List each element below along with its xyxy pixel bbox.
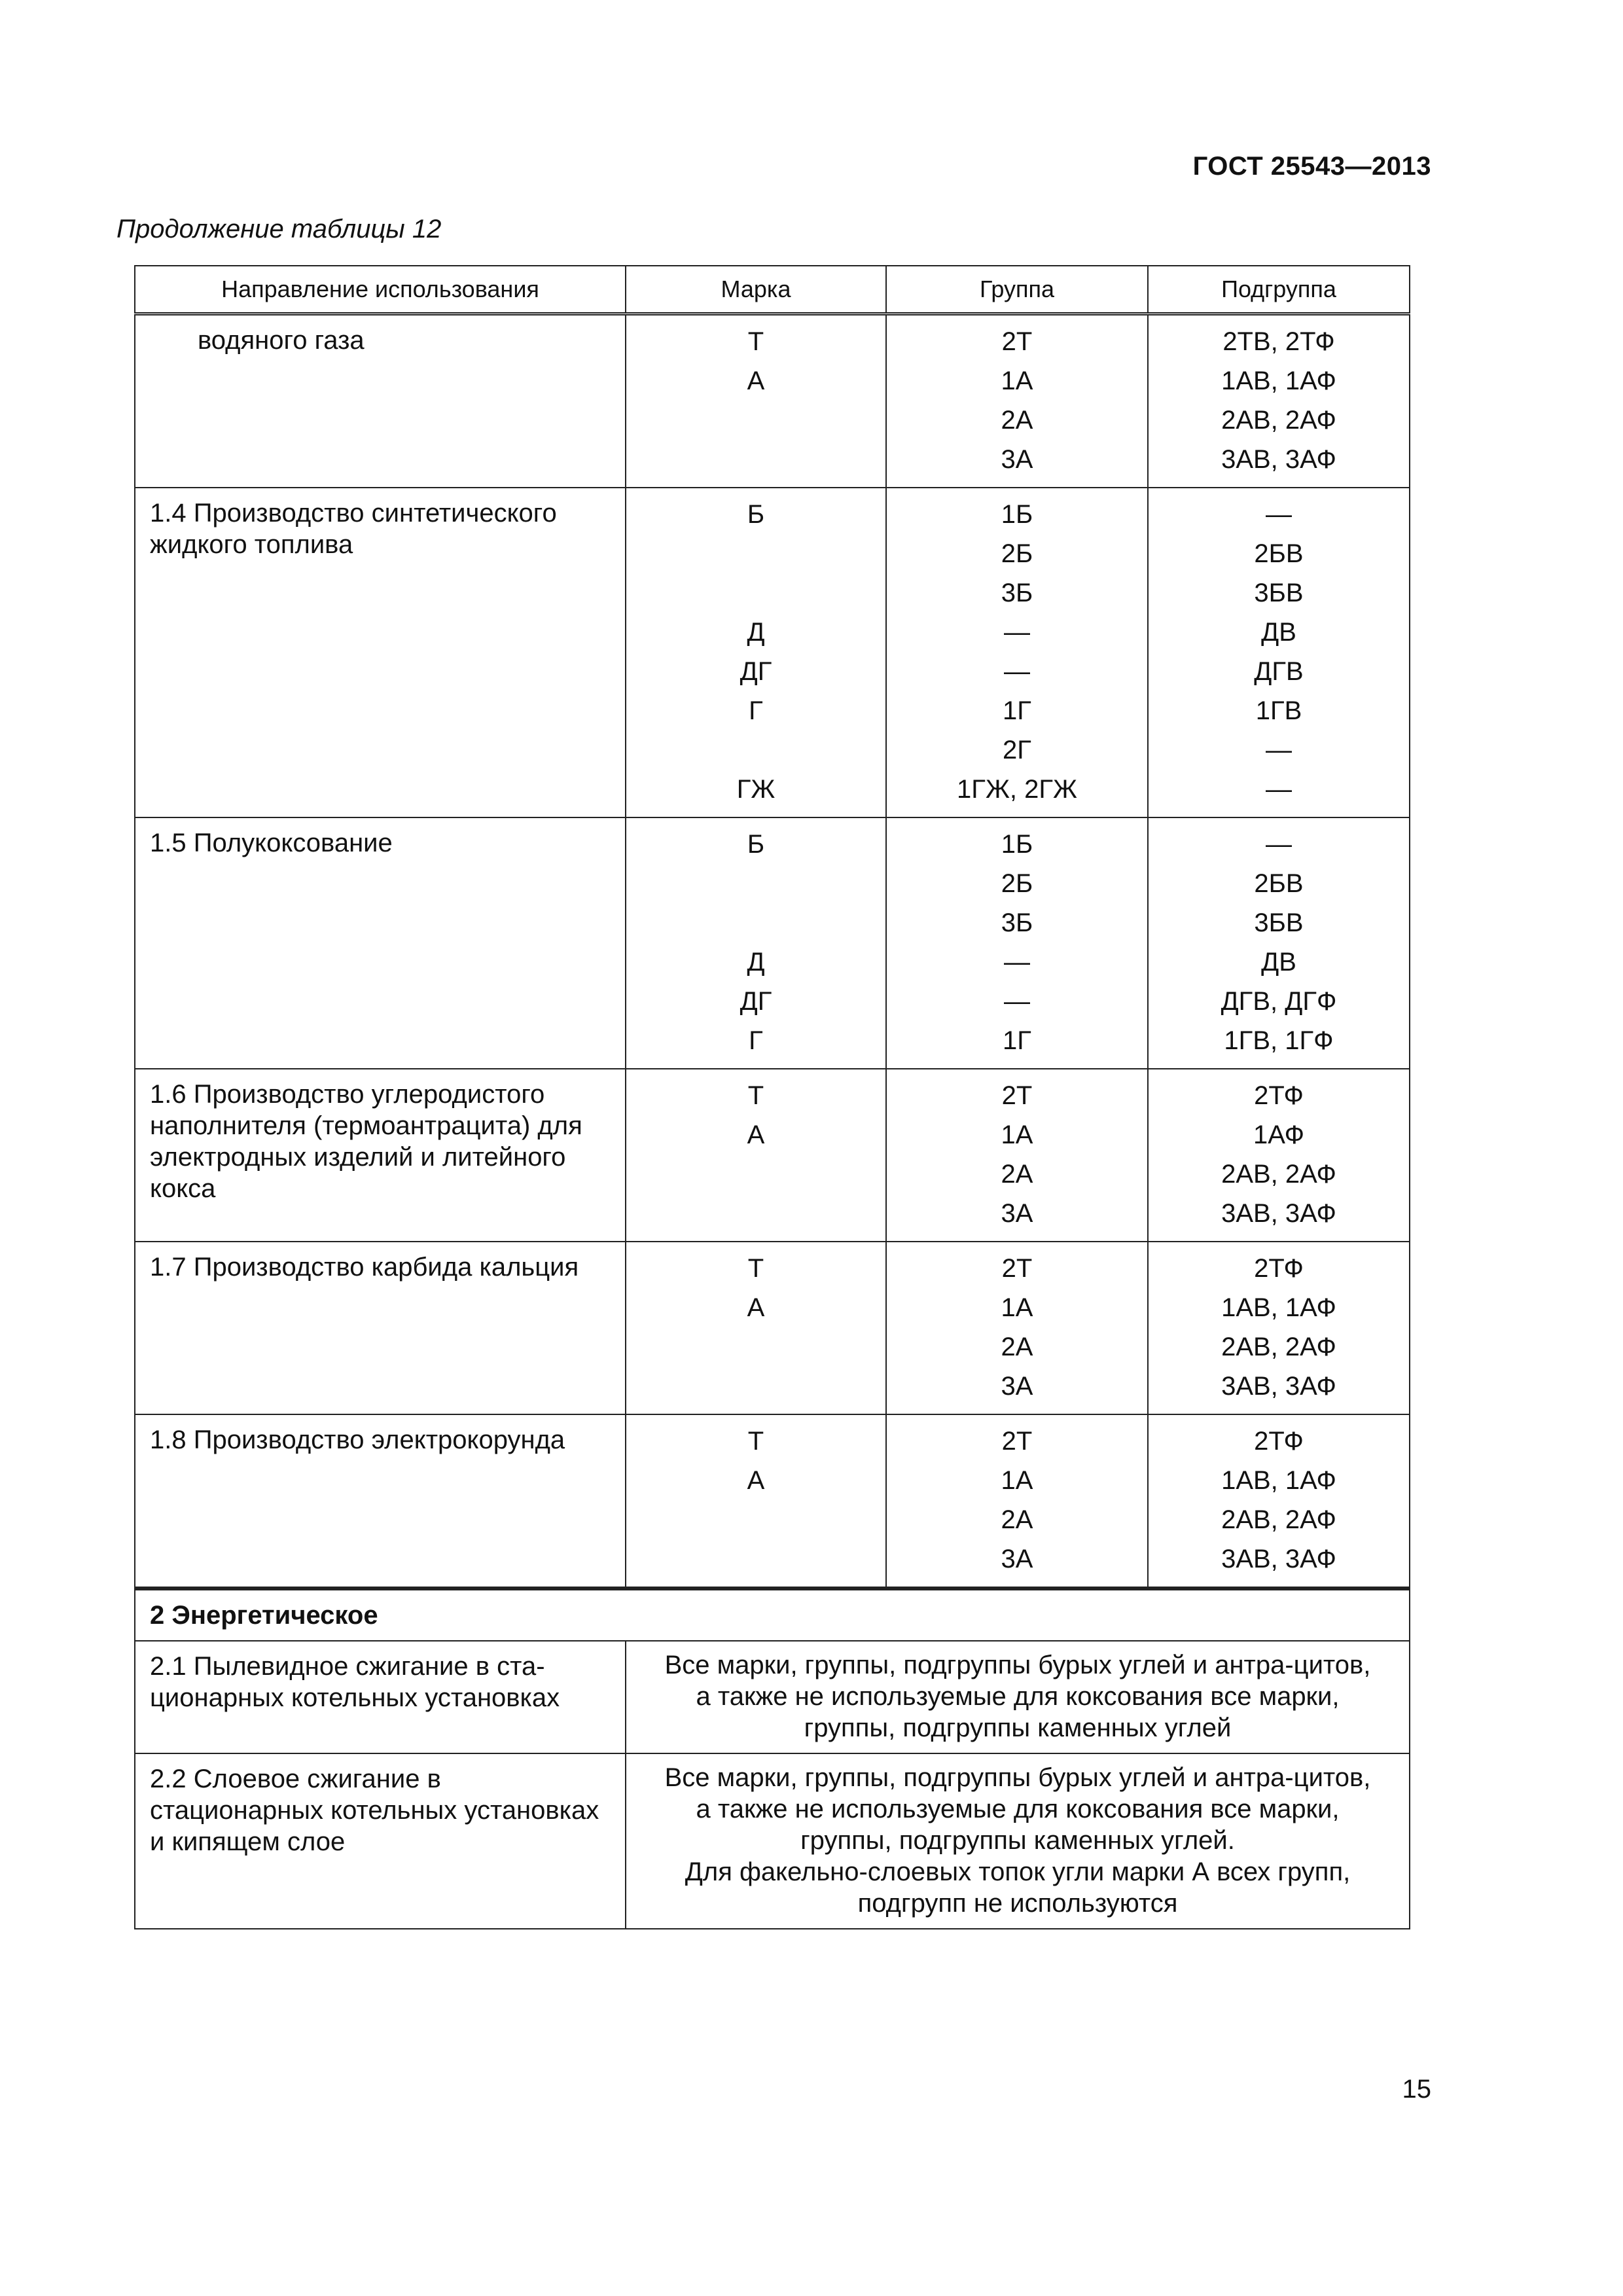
podgruppa-cell [1148,817,1410,1069]
podgruppa-cell [1148,488,1410,817]
gruppa-value: 1А [1001,1121,1033,1149]
marka-value [629,573,883,613]
marka-value: А [747,1121,765,1149]
direction-cell: 1.8 Производство электрокорунда [135,1414,626,1588]
page-number: 15 [1402,2075,1431,2104]
column-header-gruppa: Группа [886,266,1148,314]
podgruppa-value: 1ГВ, 1ГФ [1224,1026,1334,1055]
table-caption: Продолжение таблицы 12 [116,215,442,243]
gruppa-value: 1А [1001,1293,1033,1322]
marka-value [629,1367,883,1406]
table-row [135,1414,1410,1588]
podgruppa-value: 2ТВ, 2ТФ [1222,327,1335,356]
podgruppa-cell [1148,1069,1410,1242]
marka-value: А [747,1466,765,1495]
podgruppa-value: — [1266,775,1292,804]
marka-value: ДГ [740,657,772,686]
usage-description-line: а также не используемые для коксования все марки, [696,1795,1340,1823]
podgruppa-value: 2ТФ [1254,1427,1304,1456]
podgruppa-value: 3БВ [1254,908,1304,937]
gruppa-value: 2Т [1001,1081,1033,1110]
podgruppa-cell [1148,1242,1410,1414]
marka-value: Т [747,1081,764,1110]
gruppa-value: — [1004,657,1030,686]
marka-value [629,864,883,903]
marka-cell [626,488,886,817]
podgruppa-value: 3АВ, 3АФ [1221,445,1336,474]
gruppa-value: 3А [1001,1199,1033,1228]
table-row [135,1641,1410,1753]
direction-cell: 1.5 Полукоксование [135,817,626,1069]
table-header-row [135,266,1410,314]
table-row [135,488,1410,817]
marka-value: Т [747,327,764,356]
column-header-direction: Направление использования [135,266,626,314]
marka-value [629,730,883,770]
table-row [135,1069,1410,1242]
podgruppa-value: 2БВ [1254,869,1304,898]
podgruppa-value: ДГВ [1254,657,1304,686]
gruppa-value: — [1004,948,1030,977]
gruppa-value: 1А [1001,367,1033,395]
podgruppa-cell [1148,1414,1410,1588]
marka-value [629,1500,883,1539]
podgruppa-value: ДВ [1261,948,1296,977]
marka-cell [626,314,886,488]
podgruppa-value: 3АВ, 3АФ [1221,1372,1336,1401]
podgruppa-value: 2АВ, 2АФ [1221,1160,1336,1189]
marka-value: ГЖ [736,775,776,804]
table-row [135,817,1410,1069]
gruppa-value: 1Б [1001,830,1033,859]
marka-value: Д [747,618,765,647]
gruppa-value: — [1004,618,1030,647]
gruppa-cell [886,817,1148,1069]
podgruppa-value: 1АВ, 1АФ [1221,1466,1336,1495]
podgruppa-value: ДВ [1261,618,1296,647]
marka-value [629,440,883,479]
gruppa-value: 3А [1001,445,1033,474]
usage-description-line: группы, подгруппы каменных углей [804,1713,1232,1742]
gruppa-value: 1Г [1003,696,1031,725]
marka-value: Г [749,1026,763,1055]
podgruppa-value: ДГВ, ДГФ [1221,987,1337,1016]
marka-value [629,1327,883,1367]
marka-value: А [747,367,765,395]
usage-description-cell [626,1641,1410,1753]
podgruppa-value: 2АВ, 2АФ [1221,406,1336,435]
table-row [135,1753,1410,1929]
gruppa-value: 2А [1001,1505,1033,1534]
direction-cell: 1.7 Производство карбида кальция [135,1242,626,1414]
marka-value: Б [747,500,765,529]
usage-description-line: а также не используемые для коксования все марки, [696,1682,1340,1711]
marka-value [629,1155,883,1194]
marka-value [629,534,883,573]
table-body [135,314,1410,1929]
usage-description-line: подгрупп не используются [857,1889,1178,1918]
marka-value: ДГ [740,987,772,1016]
gruppa-value: 1Б [1001,500,1033,529]
podgruppa-value: — [1266,830,1292,859]
podgruppa-value: 3АВ, 3АФ [1221,1545,1336,1573]
data-table [134,265,1410,1929]
marka-value: Г [749,696,763,725]
gruppa-value: 2А [1001,406,1033,435]
usage-description-line: Все марки, группы, подгруппы бурых углей и антра-цитов, [664,1763,1371,1792]
gruppa-value: 2Г [1003,736,1031,764]
gruppa-cell [886,1069,1148,1242]
direction-cell: водяного газа [135,314,626,488]
section-heading: 2 Энергетическое [135,1588,1410,1641]
gruppa-value: 2А [1001,1160,1033,1189]
marka-value: Б [747,830,765,859]
usage-description-line: Для факельно-слоевых топок угли марки А всех групп, [685,1857,1351,1886]
podgruppa-value: 2АВ, 2АФ [1221,1333,1336,1361]
column-header-podgruppa: Подгруппа [1148,266,1410,314]
podgruppa-value: 2АВ, 2АФ [1221,1505,1336,1534]
podgruppa-value: 1АВ, 1АФ [1221,367,1336,395]
gruppa-value: 2Б [1001,539,1033,568]
marka-cell [626,817,886,1069]
podgruppa-value: 1ГВ [1255,696,1302,725]
gruppa-value: 2Т [1001,1427,1033,1456]
gruppa-value: 3А [1001,1372,1033,1401]
marka-value [629,1539,883,1579]
column-header-marka: Марка [626,266,886,314]
gruppa-cell [886,1414,1148,1588]
direction-cell: 2.1 Пылевидное сжигание в ста-ционарных котельных установках [135,1641,626,1753]
gruppa-value: 2Т [1001,1254,1033,1283]
direction-cell: 2.2 Слоевое сжигание в стационарных котельных установках и кипящем слое [135,1753,626,1929]
marka-value: А [747,1293,765,1322]
podgruppa-value: 2ТФ [1254,1081,1304,1110]
gruppa-value: 1ГЖ, 2ГЖ [957,775,1077,804]
gruppa-value: — [1004,987,1030,1016]
marka-value: Д [747,948,765,977]
gruppa-value: 1А [1001,1466,1033,1495]
document-code: ГОСТ 25543—2013 [1192,152,1431,181]
podgruppa-value: 2ТФ [1254,1254,1304,1283]
table-row [135,314,1410,488]
usage-description-cell [626,1753,1410,1929]
gruppa-cell [886,314,1148,488]
podgruppa-value: 1АФ [1253,1121,1304,1149]
gruppa-value: 3А [1001,1545,1033,1573]
gruppa-value: 3Б [1001,908,1033,937]
marka-value [629,401,883,440]
gruppa-cell [886,488,1148,817]
gruppa-cell [886,1242,1148,1414]
usage-description-line: группы, подгруппы каменных углей. [800,1826,1235,1855]
marka-cell [626,1414,886,1588]
podgruppa-value: — [1266,500,1292,529]
podgruppa-value: — [1266,736,1292,764]
marka-value: Т [747,1254,764,1283]
marka-value: Т [747,1427,764,1456]
direction-cell: 1.6 Производство углеродистого наполнителя (термоантрацита) для электродных изделий и литейного кокса [135,1069,626,1242]
marka-cell [626,1242,886,1414]
marka-value [629,1194,883,1233]
podgruppa-value: 3БВ [1254,579,1304,607]
gruppa-value: 2Т [1001,327,1033,356]
podgruppa-value: 1АВ, 1АФ [1221,1293,1336,1322]
gruppa-value: 3Б [1001,579,1033,607]
podgruppa-value: 2БВ [1254,539,1304,568]
gruppa-value: 2А [1001,1333,1033,1361]
podgruppa-value: 3АВ, 3АФ [1221,1199,1336,1228]
direction-cell: 1.4 Производство синтетического жидкого топлива [135,488,626,817]
podgruppa-cell [1148,314,1410,488]
table-row [135,1242,1410,1414]
gruppa-value: 2Б [1001,869,1033,898]
section-heading-row [135,1588,1410,1641]
usage-description-line: Все марки, группы, подгруппы бурых углей и антра-цитов, [664,1651,1371,1679]
marka-value [629,903,883,942]
gruppa-value: 1Г [1003,1026,1031,1055]
marka-cell [626,1069,886,1242]
